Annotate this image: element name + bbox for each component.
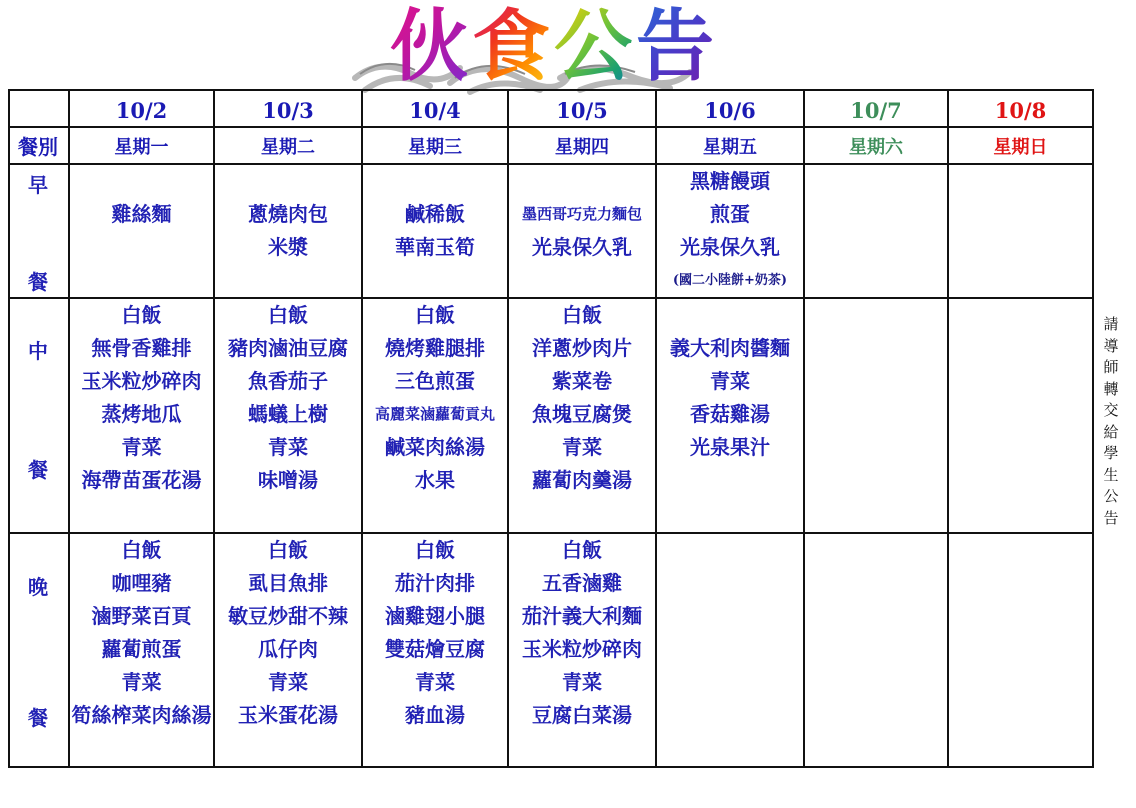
menu-cell-dinner xyxy=(363,534,507,766)
menu-cell-dinner xyxy=(70,534,213,766)
menu-item: 紫菜卷 xyxy=(552,369,612,393)
date-header: 10/5 xyxy=(556,98,608,123)
meal-label-top: 早 xyxy=(28,173,48,197)
menu-item: 青菜 xyxy=(121,670,162,694)
menu-item: 青菜 xyxy=(121,435,162,459)
menu-item: 光泉果汁 xyxy=(690,435,770,459)
weekday-header: 星期一 xyxy=(114,136,169,158)
title-area xyxy=(340,0,760,100)
menu-item: 水果 xyxy=(415,468,455,492)
menu-item: 白飯 xyxy=(562,303,602,327)
menu-cell-breakfast xyxy=(509,165,655,297)
menu-item: 瓜仔肉 xyxy=(258,637,318,661)
menu-cell-breakfast xyxy=(657,165,803,297)
menu-cell-dinner xyxy=(949,534,1092,766)
menu-item: 白飯 xyxy=(562,538,602,562)
weekday-header: 星期五 xyxy=(703,136,757,158)
meal-column-header: 餐別 xyxy=(18,135,58,159)
menu-item: 筍絲榨菜肉絲湯 xyxy=(71,703,212,727)
menu-item: 鹹菜肉絲湯 xyxy=(385,435,485,459)
menu-cell-dinner xyxy=(657,534,803,766)
menu-item: 白飯 xyxy=(121,303,162,327)
meal-label-bottom: 餐 xyxy=(28,270,48,294)
menu-cell-dinner xyxy=(215,534,361,766)
weekday-header: 星期二 xyxy=(261,136,315,158)
date-header: 10/3 xyxy=(262,98,314,123)
meal-label-lunch xyxy=(8,335,68,483)
menu-item: 滷雞翅小腿 xyxy=(385,604,485,628)
side-note-char: 轉 xyxy=(1103,379,1119,398)
menu-item: 白飯 xyxy=(415,538,455,562)
menu-item: 茄汁義大利麵 xyxy=(522,604,642,628)
weekday-header-sunday: 星期日 xyxy=(993,136,1048,158)
menu-item: 青菜 xyxy=(268,435,308,459)
date-header-sunday: 10/8 xyxy=(994,98,1047,123)
meal-label-top: 中 xyxy=(28,339,48,363)
menu-item: 無骨香雞排 xyxy=(91,336,192,360)
side-note-char: 生 xyxy=(1103,465,1119,484)
menu-item: 豬血湯 xyxy=(405,703,465,727)
date-header-saturday: 10/7 xyxy=(850,98,902,123)
menu-item: 雙菇燴豆腐 xyxy=(385,637,485,661)
menu-item: 燒烤雞腿排 xyxy=(385,336,485,360)
menu-item: 螞蟻上樹 xyxy=(248,402,328,426)
title-char: 告 xyxy=(636,1,719,92)
menu-cell-dinner xyxy=(509,534,655,766)
menu-cell-breakfast xyxy=(949,165,1092,297)
menu-item: 青菜 xyxy=(415,670,455,694)
menu-item: 青菜 xyxy=(562,670,602,694)
menu-item: 白飯 xyxy=(268,303,308,327)
menu-item: 蒸烤地瓜 xyxy=(101,402,182,426)
weekday-header: 星期三 xyxy=(408,136,462,158)
menu-item: 黑糖饅頭 xyxy=(690,169,770,193)
menu-cell-lunch xyxy=(363,299,507,532)
menu-item: 光泉保久乳 xyxy=(532,235,632,259)
date-header: 10/6 xyxy=(704,98,756,123)
menu-cell-dinner xyxy=(805,534,947,766)
menu-cell-breakfast xyxy=(363,165,507,297)
date-header: 10/4 xyxy=(409,98,461,123)
menu-item: 蔥燒肉包 xyxy=(248,202,328,226)
date-header: 10/2 xyxy=(115,98,168,123)
menu-cell-breakfast xyxy=(215,165,361,297)
menu-cell-breakfast xyxy=(805,165,947,297)
menu-item: 高麗菜滷蘿蔔貢丸 xyxy=(374,405,495,423)
menu-item: 光泉保久乳 xyxy=(680,235,780,259)
menu-item: 玉米粒炒碎肉 xyxy=(522,637,642,661)
side-note-char: 導 xyxy=(1103,336,1119,355)
menu-item: 洋蔥炒肉片 xyxy=(532,336,632,360)
meal-label-breakfast xyxy=(8,169,68,295)
corner-cell xyxy=(8,91,68,126)
side-note-char: 交 xyxy=(1103,401,1119,419)
menu-item: 雞絲麵 xyxy=(111,202,172,226)
menu-item: 敏豆炒甜不辣 xyxy=(228,604,348,628)
menu-item: 五香滷雞 xyxy=(542,571,622,595)
menu-item: 玉米粒炒碎肉 xyxy=(81,369,202,393)
menu-item: 豬肉滷油豆腐 xyxy=(228,336,348,360)
menu-item: 煎蛋 xyxy=(710,202,750,226)
menu-item: 滷野菜百頁 xyxy=(91,604,192,628)
title-char: 公 xyxy=(554,1,637,92)
menu-item: 青菜 xyxy=(562,435,602,459)
title-char: 伙 xyxy=(390,1,473,92)
menu-item: 香菇雞湯 xyxy=(690,402,770,426)
side-note-char: 請 xyxy=(1103,315,1119,333)
menu-item: 鹹稀飯 xyxy=(405,202,465,226)
side-note-char: 學 xyxy=(1103,444,1119,462)
menu-item: 義大利肉醬麵 xyxy=(670,336,790,360)
menu-item: 墨西哥巧克力麵包 xyxy=(521,205,642,223)
side-note-vertical xyxy=(1101,314,1121,529)
menu-cell-breakfast xyxy=(70,165,213,297)
menu-item: 白飯 xyxy=(121,538,162,562)
menu-table xyxy=(8,89,1094,768)
menu-item: 味噌湯 xyxy=(258,468,318,492)
side-note-char: 公 xyxy=(1103,487,1119,505)
menu-item: 華南玉筍 xyxy=(395,235,475,259)
side-note-char: 師 xyxy=(1103,358,1119,376)
side-note-char: 給 xyxy=(1103,422,1119,441)
menu-item: 豆腐白菜湯 xyxy=(532,703,632,727)
meal-label-dinner xyxy=(8,571,68,731)
menu-item: 白飯 xyxy=(268,538,308,562)
menu-cell-lunch xyxy=(215,299,361,532)
menu-item: 玉米蛋花湯 xyxy=(238,703,338,727)
weekday-header-saturday: 星期六 xyxy=(849,136,903,158)
menu-item: (國二小陸餅+奶茶) xyxy=(672,273,788,288)
menu-cell-lunch xyxy=(509,299,655,532)
menu-item: 米漿 xyxy=(268,235,308,259)
meal-label-bottom: 餐 xyxy=(28,458,48,482)
meal-label-bottom: 餐 xyxy=(28,706,48,730)
menu-item: 魚塊豆腐煲 xyxy=(532,402,632,426)
menu-item: 茄汁肉排 xyxy=(395,571,475,595)
menu-item: 白飯 xyxy=(415,303,455,327)
menu-item: 蘿蔔肉羹湯 xyxy=(532,468,632,492)
menu-cell-lunch xyxy=(657,299,803,532)
menu-item: 魚香茄子 xyxy=(248,369,328,393)
menu-item: 青菜 xyxy=(710,369,750,393)
page-title xyxy=(390,2,718,92)
menu-cell-lunch xyxy=(805,299,947,532)
menu-item: 三色煎蛋 xyxy=(395,369,475,393)
menu-item: 虱目魚排 xyxy=(248,571,328,595)
meal-label-top: 晚 xyxy=(28,575,48,599)
menu-cell-lunch xyxy=(949,299,1092,532)
title-char: 食 xyxy=(472,1,555,92)
menu-item: 蘿蔔煎蛋 xyxy=(101,637,182,661)
menu-cell-lunch xyxy=(70,299,213,532)
side-note-char: 告 xyxy=(1103,508,1119,527)
menu-item: 咖哩豬 xyxy=(111,571,172,595)
menu-item: 海帶苗蛋花湯 xyxy=(81,468,202,492)
weekday-header: 星期四 xyxy=(555,136,609,158)
menu-item: 青菜 xyxy=(268,670,308,694)
